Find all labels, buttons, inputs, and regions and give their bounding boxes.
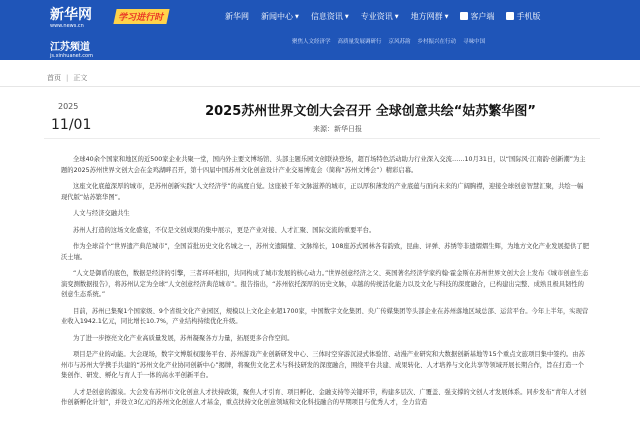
breadcrumb-home[interactable]: 首页 <box>47 74 61 82</box>
nav-client[interactable]: 客户端 <box>460 11 494 22</box>
divider <box>44 138 600 139</box>
client-icon <box>460 12 468 20</box>
article-title: 2025苏州世界文创大会召开 全球创意共绘“姑苏繁华图” <box>205 104 536 119</box>
section-heading: 人文与经济交融共生 <box>73 210 130 217</box>
nav-mobile[interactable]: 手机版 <box>506 11 540 22</box>
nav-item-info[interactable]: 信息资讯 ▼ <box>310 12 349 21</box>
sub-nav <box>292 37 492 45</box>
breadcrumb <box>47 73 87 83</box>
subnav-item[interactable]: 高质量发展调研行 <box>337 39 382 45</box>
divider <box>0 86 640 87</box>
paragraph: 苏州人打造的这场文化盛宴，不仅是文创成果的集中展示，更是产业对接、人才汇聚、国际交流的重要平台。 <box>73 226 376 234</box>
paragraph: 这座文化底蕴深厚的城市，是苏州创新实践“人文经济学”的高度自觉。这座被千年文脉滋养的城市，正以厚积薄发的产业底蕴与面向未来的广阔胸襟，迎接全球创意智慧汇聚，共绘一幅现代版“姑苏繁华图”。 <box>61 183 584 201</box>
breadcrumb-current: 正文 <box>73 74 88 82</box>
nav-item-news[interactable]: 新闻中心 ▼ <box>261 12 299 21</box>
logo-main: 新华网 <box>50 7 92 23</box>
article-year: 2025 <box>58 102 79 111</box>
paragraph: 全球40余个国家和地区的近500家企业共聚一堂，国内外主要文博场馆、头部主题乐园文创联袂登场，超百场特色活动助力行业深入交流……10月31日，以“国际风·江南韵·创新潮”为主题的2025苏州世界文创大会在金鸡湖畔召开，第十四届中国苏州文化创意设计产业交易博览会（简称“苏州文博会”）精彩启幕。 <box>61 156 586 174</box>
channel-domain: js.xinhuanet.com <box>50 53 93 59</box>
article-body <box>61 155 589 415</box>
paragraph: 作为全球首个“世界遗产典范城市”，全国首批历史文化名城之一，苏州文遗隔璧、文脉绵长，108座苏式园林各有韵致，昆曲、评弹、苏绣等非遗熠熠生辉，为地方文化产业发展提供了肥沃土壤。 <box>61 243 589 261</box>
nav-item-local[interactable]: 地方网群 ▼ <box>410 12 449 21</box>
paragraph: 人才是创意的源泉。大会发布苏州市文化创意人才扶持政策，聚焦人才引育、项目孵化、金融支持等关键环节，构建多层次、广覆盖、强支撑的文创人才发展体系。同步发布“青年人才创作创新孵化计划”，并设立3亿元的苏州文化创意人才基金，重点扶持文化创意领域和文化科技融合的早期项目与优秀人才，全力营造 <box>61 388 587 406</box>
chevron-down-icon: ▼ <box>344 14 349 20</box>
campaign-banner[interactable]: 学习进行时 <box>113 9 169 24</box>
paragraph: 项目是产业的动能。大会现场，数字文博版权服务平台、苏州游戏产业创新研发中心、三体时空穿游沉浸式体验馆、动漫产业研究和大数据创新基地等15个重点文旅项目集中签约。由苏州市与苏州大学携手共建的“苏州文化产业协同创新中心”揭牌，将聚焦文化艺术与科技研发的深度融合，围绕平台共建、成果转化、人才培养与文化共享等领域开展长期合作，旨在打造一个集创作、研发、孵化与育人于一体的高水平创新平台。 <box>61 351 585 379</box>
header-bar <box>0 0 640 60</box>
chevron-down-icon: ▼ <box>295 14 299 20</box>
main-nav <box>225 11 552 22</box>
subnav-item[interactable]: 乡村振兴在行动 <box>417 39 457 45</box>
site-logo[interactable] <box>50 7 93 60</box>
nav-item-pro[interactable]: 专业资讯 ▼ <box>360 12 399 21</box>
subnav-item[interactable]: 寻味中国 <box>463 39 486 45</box>
channel-name: 江苏频道 <box>50 42 90 53</box>
nav-item-xinhua[interactable]: 新华网 <box>225 12 249 21</box>
chevron-down-icon: ▼ <box>444 14 449 20</box>
article-date: 11/01 <box>51 117 92 133</box>
article-source: 来源：新华日报 <box>313 125 362 133</box>
paragraph: 为了进一步擦亮文化产业高质量发展，苏州凝聚各方力量，拓展更多合作空间。 <box>73 334 294 342</box>
paragraph: “人文是御盾的底色，数据是经济的引擎，三者环环相扣，共同构成了城市发展的核心动力。”世界创意经济之父、英国著名经济学家约翰·霍金斯在苏州世界文创大会上发布《城市创意生态演变测数据报告》，将苏州认定为全球“人文创意经济典范城市”。报告指出，“苏州依托深厚的历史文脉，卓越的传统活化能力以及文化与科技的深度融合，已构建出完整、成熟且极具韧性的创意生态系统。” <box>61 270 589 298</box>
mobile-icon <box>506 12 514 20</box>
logo-url: www.news.cn <box>50 23 84 29</box>
paragraph: 目前，苏州已集聚1个国家级、9个省级文化产业园区，规模以上文化企业超1700家，中国数字文化集团、央广传媒集团等头部企业在苏州落地区域总部、运营平台。今年上半年，实现营业收入1942.1亿元，同比增长10.7%，产业结构持续优化升级。 <box>61 307 589 325</box>
breadcrumb-separator: | <box>66 74 69 82</box>
chevron-down-icon: ▼ <box>394 14 399 20</box>
subnav-item[interactable]: 京风苏韵 <box>388 39 411 45</box>
subnav-item[interactable]: 聚焦人文经济学 <box>292 39 331 45</box>
